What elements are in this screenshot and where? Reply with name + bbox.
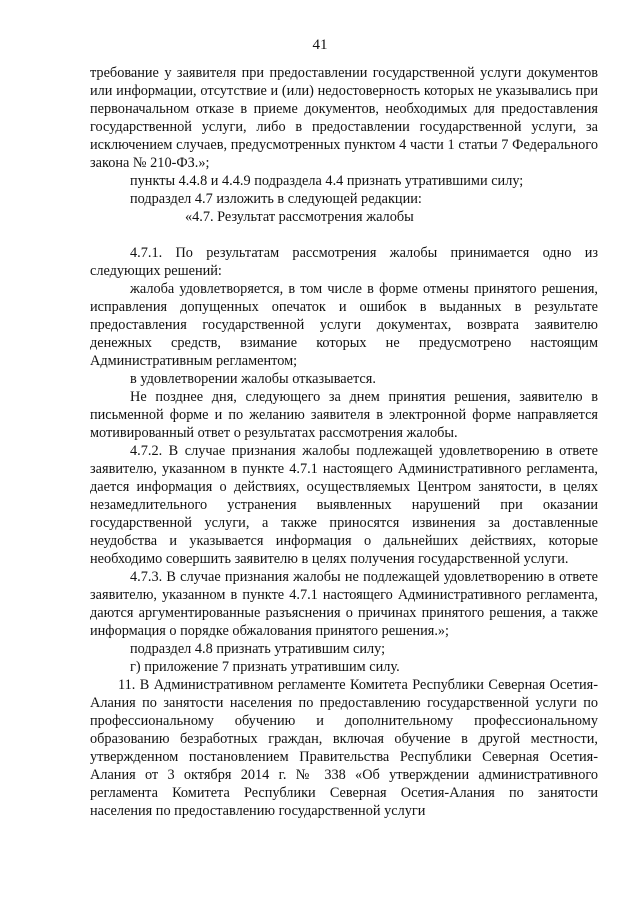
paragraph-4-7-2: 4.7.2. В случае признания жалобы подлежащей удовлетворению в ответе заявителю, указанном в пункте 4.7.1 настоящего Административного регламента, дается информация о действиях, осуществляемых Центром занятости, в целях незамедлительного устранения выявленных нарушений при оказании государственной услуги, а также приносятся извинения за доставленные неудобства и указывается информация о дальнейших действиях, которые необходимо совершить заявителю в целях получения государственной услуги. [90, 443, 598, 567]
paragraph-items-repealed: пункты 4.4.8 и 4.4.9 подраздела 4.4 признать утратившими силу; [130, 173, 524, 189]
paragraph-complaint-satisfied: жалоба удовлетворяется, в том числе в форме отмены принятого решения, исправления допущенных опечаток и ошибок в выданных в результате предоставления государственной услуги документах, возврата заявителю денежных средств, взимание которых не предусмотрено настоящим Административным регламентом; [90, 281, 598, 369]
paragraph-requirement-continuation: требование у заявителя при предоставлении государственной услуги документов или информации, отсутствие и (или) недостоверность которых не указывались при первоначальном отказе в приеме документов, необходимых для предоставления государственной услуги, либо в предоставлении государственной услуги, за исключением случаев, предусмотренных пунктом 4 части 1 статьи 7 Федерального закона № 210-ФЗ.»; [90, 65, 598, 171]
paragraph-reasoned-answer: Не позднее дня, следующего за днем принятия решения, заявителю в письменной форме и по желанию заявителя в электронной форме направляется мотивированный ответ о результатах рассмотрения жалобы. [90, 389, 598, 441]
paragraph-item-11: 11. В Административном регламенте Комитета Республики Северная Осетия-Алания по занятости населения по предоставлению государственной услуги по профессиональному обучению и дополнительному профессиональному образованию безработных граждан, включая обучение в другой местности, утвержденном постановлением Правительства Республики Северная Осетия-Алания от 3 октября 2014 г. № 338 «Об утверждении административного регламента Комитета Республики Северная Осетия-Алания по занятости населения по предоставлению государственной услуги [90, 677, 598, 819]
paragraph-complaint-rejected: в удовлетворении жалобы отказывается. [130, 371, 376, 387]
paragraph-subsection-4-8-repealed: подраздел 4.8 признать утратившим силу; [130, 641, 386, 657]
paragraph-4-7-1: 4.7.1. По результатам рассмотрения жалобы принимается одно из следующих решений: [90, 245, 598, 279]
blank-line [90, 226, 598, 244]
paragraph-subsection-new-wording: подраздел 4.7 изложить в следующей редакции: [130, 191, 422, 207]
paragraph-appendix-7-repealed: г) приложение 7 признать утратившим силу. [130, 659, 400, 675]
section-heading-4-7: «4.7. Результат рассмотрения жалобы [185, 209, 414, 225]
document-body [90, 64, 598, 820]
page-number: 41 [312, 37, 328, 53]
paragraph-4-7-3: 4.7.3. В случае признания жалобы не подлежащей удовлетворению в ответе заявителю, указанном в пункте 4.7.1 настоящего Административного регламента, даются аргументированные разъяснения о причинах принятого решения, а также информация о порядке обжалования принятого решения.»; [90, 569, 598, 639]
